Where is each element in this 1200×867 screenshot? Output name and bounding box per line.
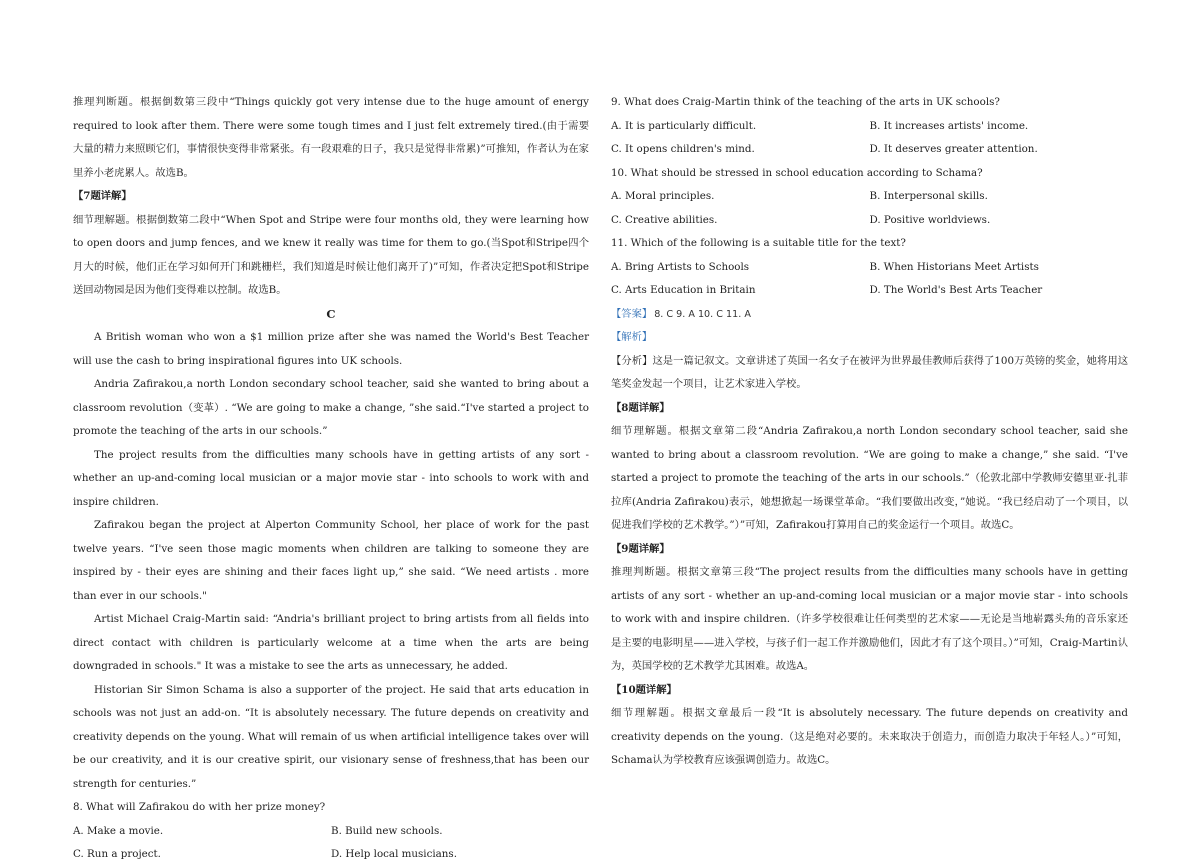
answer-values: 8. C 9. A 10. C 11. A — [654, 308, 751, 320]
option-9c: C. It opens children's mind. — [611, 143, 755, 155]
option-11d: D. The World's Best Arts Teacher — [869, 284, 1043, 296]
option-10c: C. Creative abilities. — [611, 213, 718, 226]
question-9-detail-heading: 【9题详解】 — [611, 542, 670, 555]
question-8-options — [73, 820, 589, 867]
option-8c: C. Run a project. — [73, 848, 161, 860]
right-column — [611, 91, 1128, 773]
passage-paragraph-6: Historian Sir Simon Schama is also a supporter of the project. He said that arts education in schools was not just an add-on. “It is absolutely necessary. The future depends on creativity and creativity depends on the young. What will remain of us when artificial intelligence takes over will be our creativity, and it is our creative spirit, our visionary sense of freshness,that has been our strength for centuries.” — [73, 683, 589, 790]
question-11-options — [611, 256, 1128, 303]
question-11: 11. Which of the following is a suitable title for the text? — [611, 237, 906, 249]
passage-paragraph-1: A British woman who won a $1 million prize after she was named the World's Best Teacher will use the cash to bring inspirational figures into UK schools. — [73, 331, 589, 367]
passage-paragraph-5: Artist Michael Craig-Martin said: “Andria's brilliant project to bring artists from all fields into direct contact with children is particularly welcome at a time when the arts are being downgraded in schools." It was a mistake to see the arts as unnecessary, he added. — [73, 613, 589, 672]
passage-paragraph-4: Zafirakou began the project at Alperton Community School, her place of work for the past twelve years. “I've seen those magic moments when children are talking to someone they are inspired by - their eyes are shining and their faces light up,” she said. “We need artists . more than ever in our schools." — [73, 519, 589, 602]
option-9d: D. It deserves greater attention. — [869, 143, 1038, 155]
option-11b: B. When Historians Meet Artists — [869, 260, 1039, 273]
explanation-paragraph-7: 细节理解题。根据倒数第二段中“When Spot and Stripe were four months old, they were learning how to open doors and jump fences, and we knew it really was time for them to go.(当Spot和Stripe四个月大的时候，他们正在学习如何开门和跳栅栏，我们知道是时候让他们离开了)”可知，作者决定把Spot和Stripe送回动物园是因为他们变得难以控制。故选B。 — [73, 213, 589, 296]
answer-label: 【答案】 — [611, 307, 653, 320]
analysis-label: 【解析】 — [611, 331, 653, 343]
question-7-detail-heading: 【7题详解】 — [73, 190, 132, 202]
explanation-8: 细节理解题。根据文章第二段“Andria Zafirakou,a north London secondary school teacher, said she wanted to bring about a classroom revolution. “We are going to make a change,” she said. “I've started a project to promote the teaching of the arts in our schools.”（伦敦北部中学教师安德里亚·扎菲拉库(Andria Zafirakou)表示，她想掀起一场课堂革命。“我们要做出改变，”她说。“我已经启动了一个项目，以促进我们学校的艺术教学。”）”可知，Zafirakou打算用自己的奖金运行一个项目。故选C。 — [611, 425, 1128, 531]
option-10d: D. Positive worldviews. — [869, 213, 991, 226]
explanation-paragraph-6: 推理判断题。根据倒数第三段中“Things quickly got very intense due to the huge amount of energy required to look after them. There were some tough times and I just felt extremely tired.(由于需要大量的精力来照顾它们，事情很快变得非常紧张。有一段艰难的日子，我只是觉得非常累)”可推知，作者认为在家里养小老虎累人。故选B。 — [73, 96, 589, 179]
question-9-options — [611, 115, 1128, 162]
question-10-options — [611, 185, 1128, 232]
explanation-10: 细节理解题。根据文章最后一段“It is absolutely necessary. The future depends on creativity and creativity depends on the young.（这是绝对必要的。未来取决于创造力，而创造力取决于年轻人。）”可知，Schama认为学校教育应该强调创造力。故选C。 — [611, 707, 1128, 766]
question-9: 9. What does Craig-Martin think of the teaching of the arts in UK schools? — [611, 96, 1000, 108]
option-8b: B. Build new schools. — [331, 824, 443, 837]
option-11c: C. Arts Education in Britain — [611, 284, 756, 296]
question-10-detail-heading: 【10题详解】 — [611, 683, 677, 696]
passage-paragraph-3: The project results from the difficulties many schools have in getting artists of any sort - whether an up-and-coming local musician or a major movie star - into schools to work with and inspire children. — [73, 448, 589, 508]
option-11a: A. Bring Artists to Schools — [611, 260, 750, 273]
answer-line — [611, 303, 1128, 327]
summary-paragraph: 【分析】这是一篇记叙文。文章讲述了英国一名女子在被评为世界最佳教师后获得了100万英镑的奖金，她将用这笔奖金发起一个项目，让艺术家进入学校。 — [611, 354, 1128, 390]
option-10b: B. Interpersonal skills. — [869, 190, 988, 202]
explanation-9: 推理判断题。根据文章第三段“The project results from the difficulties many schools have in getting artists of any sort - whether an up-and-coming local musician or a major movie star - into schools to work with and inspire children.（许多学校很难让任何类型的艺术家——无论是当地崭露头角的音乐家还是主要的电影明星——进入学校，与孩子们一起工作并激励他们，因此才有了这个项目。）”可知，Craig-Martin认为，英国学校的艺术教学尤其困难。故选A。 — [611, 566, 1128, 672]
left-column — [73, 91, 589, 867]
passage-paragraph-2: Andria Zafirakou,a north London secondary school teacher, said she wanted to bring about a classroom revolution（变革）. “We are going to make a change, ”she said.“I've started a project to promote the teaching of the arts in our schools.” — [73, 378, 589, 437]
question-10: 10. What should be stressed in school education according to Schama? — [611, 166, 983, 179]
section-c-heading: C — [326, 306, 336, 321]
question-8: 8. What will Zafirakou do with her prize money? — [73, 801, 326, 813]
option-10a: A. Moral principles. — [611, 190, 715, 202]
option-9b: B. It increases artists' income. — [869, 119, 1029, 132]
question-8-detail-heading: 【8题详解】 — [611, 401, 670, 414]
option-8a: A. Make a movie. — [73, 824, 164, 837]
option-9a: A. It is particularly difficult. — [611, 119, 757, 132]
option-8d: D. Help local musicians. — [331, 848, 457, 860]
